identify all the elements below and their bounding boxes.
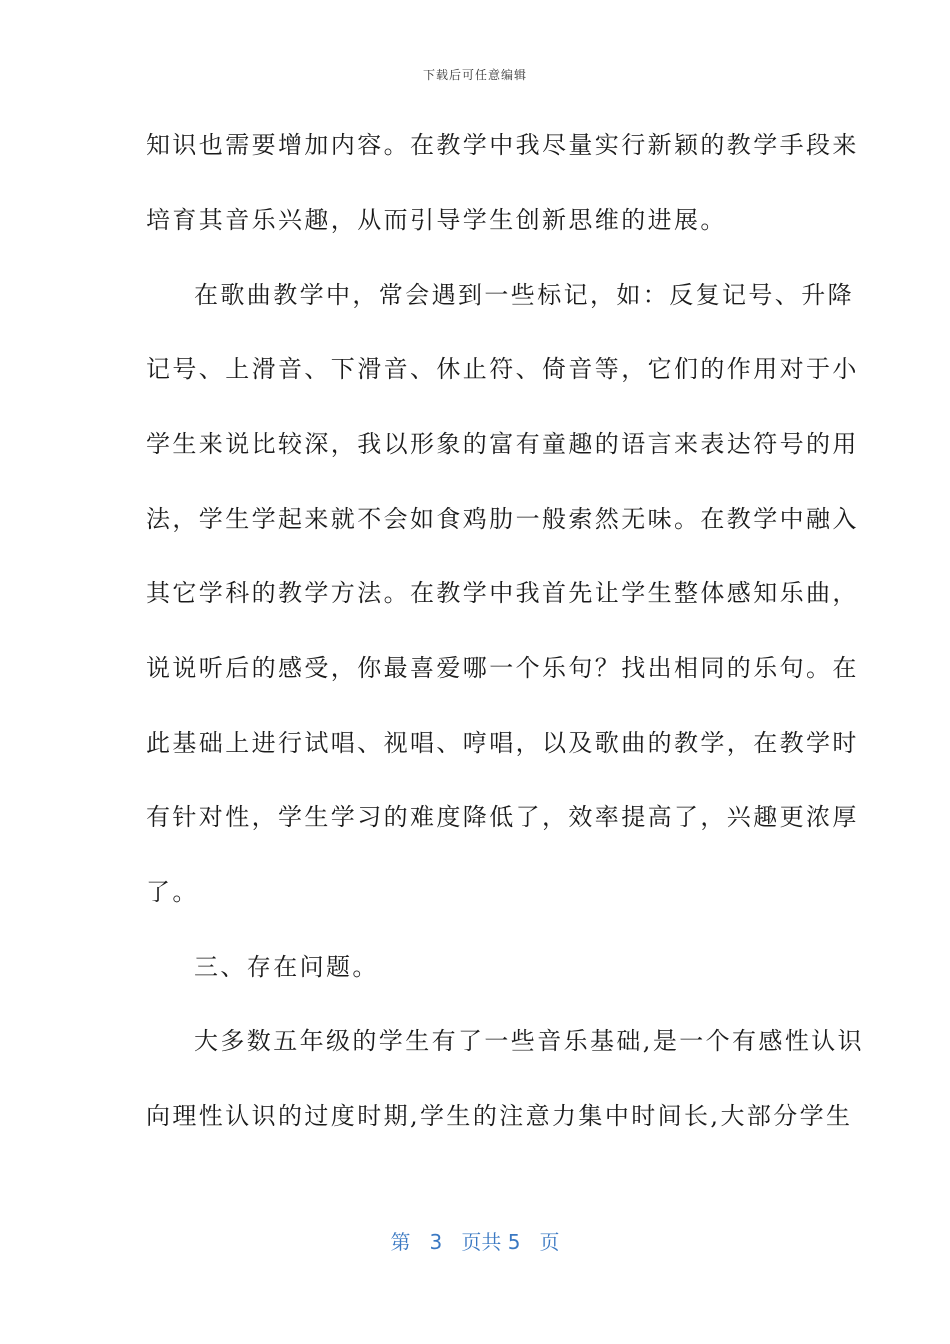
paragraph-start-line: 大多数五年级的学生有了一些音乐基础,是一个有感性认识 (194, 1027, 865, 1055)
body-line: 学生来说比较深，我以形象的富有童趣的语言来表达符号的用 (146, 430, 859, 458)
body-line: 法，学生学起来就不会如食鸡肋一般索然无味。在教学中融入 (146, 505, 859, 533)
header-note: 下载后可任意编辑 (422, 68, 527, 82)
footer-prefix: 第 (390, 1230, 411, 1254)
body-line: 有针对性，学生学习的难度降低了，效率提高了，兴趣更浓厚 (146, 803, 859, 831)
footer-suffix: 页 (539, 1230, 560, 1254)
body-line: 其它学科的教学方法。在教学中我首先让学生整体感知乐曲， (146, 579, 859, 607)
body-line: 知识也需要增加内容。在教学中我尽量实行新颖的教学手段来 (146, 131, 859, 159)
body-line: 培育其音乐兴趣，从而引导学生创新思维的进展。 (146, 206, 727, 234)
body-line: 了。 (146, 878, 199, 906)
footer-middle: 页共 (461, 1230, 502, 1254)
body-line: 此基础上进行试唱、视唱、哼唱，以及歌曲的教学，在教学时 (146, 729, 859, 757)
body-line: 说说听后的感受，你最喜爱哪一个乐句？找出相同的乐句。在 (146, 654, 859, 682)
section-heading: 三、存在问题。 (194, 953, 379, 981)
current-page-number: 3 (429, 1230, 443, 1254)
total-pages-number: 5 (507, 1230, 521, 1254)
page-number-footer (0, 1226, 950, 1255)
body-line: 记号、上滑音、下滑音、休止符、倚音等，它们的作用对于小 (146, 355, 859, 383)
paragraph-start-line: 在歌曲教学中，常会遇到一些标记，如：反复记号、升降 (194, 281, 854, 309)
body-line: 向理性认识的过度时期,学生的注意力集中时间长,大部分学生 (146, 1102, 853, 1130)
